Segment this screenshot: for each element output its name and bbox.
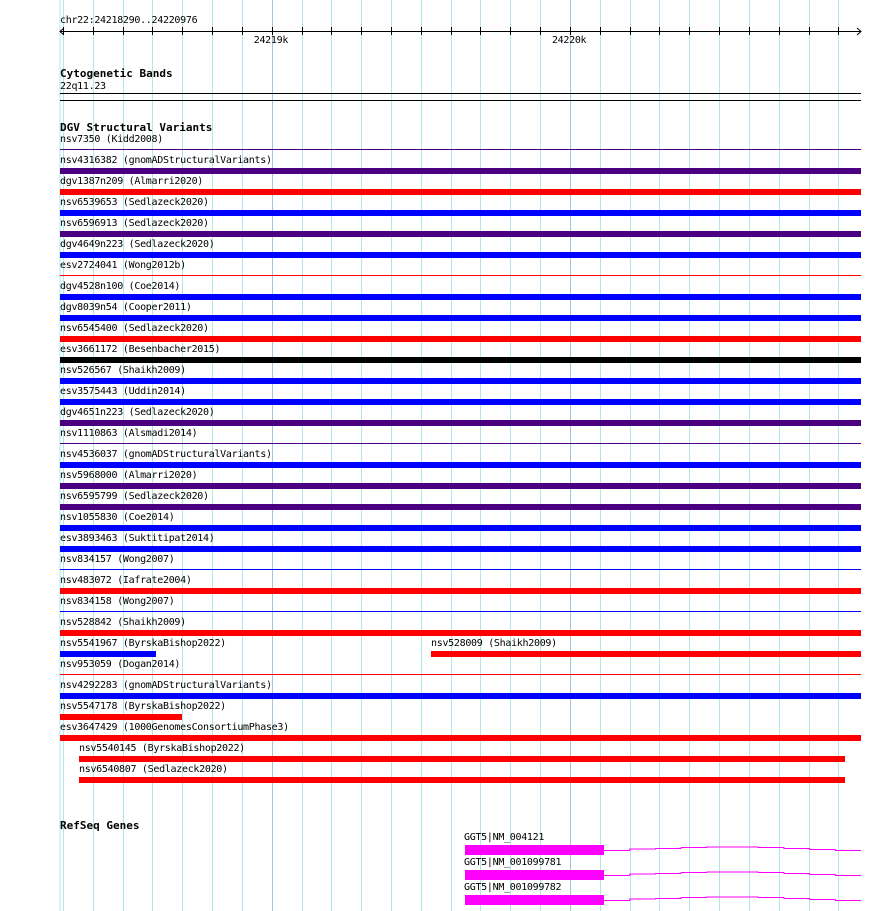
structural-variant-label[interactable]: esv3661172 (Besenbacher2015) <box>60 344 221 355</box>
structural-variant-bar[interactable] <box>60 294 861 300</box>
location-label: chr22:24218290..24220976 <box>60 15 198 26</box>
structural-variant-bar[interactable] <box>60 588 861 594</box>
structural-variant-bar[interactable] <box>60 336 861 342</box>
structural-variant-bar[interactable] <box>60 651 156 657</box>
structural-variant-bar[interactable] <box>60 189 861 195</box>
gene-intron-line[interactable] <box>604 847 861 851</box>
structural-variant-bar[interactable] <box>79 756 845 762</box>
structural-variant-label[interactable]: nsv7350 (Kidd2008) <box>60 134 163 145</box>
ruler-major-label: 24219k <box>253 35 289 46</box>
gene-exon[interactable] <box>465 870 604 880</box>
structural-variant-bar[interactable] <box>60 504 861 510</box>
structural-variant-bar[interactable] <box>60 611 861 612</box>
dgv-track-title[interactable]: DGV Structural Variants <box>60 121 213 134</box>
structural-variant-label[interactable]: nsv6540807 (Sedlazeck2020) <box>79 764 228 775</box>
gene-label[interactable]: GGT5|NM_001099781 <box>464 857 562 868</box>
structural-variant-bar[interactable] <box>60 462 861 468</box>
structural-variant-bar[interactable] <box>60 252 861 258</box>
structural-variant-label[interactable]: dgv4651n223 (Sedlazeck2020) <box>60 407 215 418</box>
structural-variant-bar[interactable] <box>60 357 861 363</box>
structural-variant-label[interactable]: nsv5541967 (ByrskaBishop2022) <box>60 638 226 649</box>
structural-variant-bar[interactable] <box>60 399 861 405</box>
structural-variant-label[interactable]: nsv834157 (Wong2007) <box>60 554 175 565</box>
cytogenetic-bands-track-title[interactable]: Cytogenetic Bands <box>60 67 173 80</box>
structural-variant-bar[interactable] <box>60 693 861 699</box>
structural-variant-label[interactable]: nsv526567 (Shaikh2009) <box>60 365 186 376</box>
structural-variant-bar[interactable] <box>60 525 861 531</box>
structural-variant-bar[interactable] <box>60 315 861 321</box>
gene-exon[interactable] <box>465 895 604 905</box>
structural-variant-label[interactable]: nsv6595799 (Sedlazeck2020) <box>60 491 209 502</box>
refseq-track-title[interactable]: RefSeq Genes <box>60 819 140 832</box>
structural-variant-label[interactable]: nsv528842 (Shaikh2009) <box>60 617 186 628</box>
gene-label[interactable]: GGT5|NM_004121 <box>464 832 545 843</box>
structural-variant-bar[interactable] <box>60 630 861 636</box>
structural-variant-label[interactable]: nsv953059 (Dogan2014) <box>60 659 181 670</box>
structural-variant-label[interactable]: nsv5968000 (Almarri2020) <box>60 470 198 481</box>
cytoband-label: 22q11.23 <box>60 81 106 92</box>
structural-variant-label[interactable]: esv3647429 (1000GenomesConsortiumPhase3) <box>60 722 289 733</box>
structural-variant-label[interactable]: nsv6596913 (Sedlazeck2020) <box>60 218 209 229</box>
gene-label[interactable]: GGT5|NM_001099782 <box>464 882 562 893</box>
structural-variant-label[interactable]: nsv483072 (Iafrate2004) <box>60 575 192 586</box>
gene-intron-line[interactable] <box>604 872 861 876</box>
structural-variant-label[interactable]: nsv528009 (Shaikh2009) <box>431 638 557 649</box>
structural-variant-label[interactable]: nsv1055830 (Coe2014) <box>60 512 175 523</box>
structural-variant-bar[interactable] <box>60 420 861 426</box>
ruler-major-label: 24220k <box>551 35 587 46</box>
structural-variant-bar[interactable] <box>60 378 861 384</box>
structural-variant-bar[interactable] <box>60 443 861 444</box>
structural-variant-bar[interactable] <box>60 735 861 741</box>
structural-variant-label[interactable]: esv2724041 (Wong2012b) <box>60 260 186 271</box>
structural-variant-bar[interactable] <box>60 149 861 150</box>
structural-variant-bar[interactable] <box>60 546 861 552</box>
structural-variant-label[interactable]: esv3575443 (Uddin2014) <box>60 386 186 397</box>
structural-variant-bar[interactable] <box>60 231 861 237</box>
structural-variant-bar[interactable] <box>431 651 861 657</box>
structural-variant-bar[interactable] <box>60 210 861 216</box>
structural-variant-label[interactable]: nsv5547178 (ByrskaBishop2022) <box>60 701 226 712</box>
structural-variant-bar[interactable] <box>60 714 182 720</box>
structural-variant-label[interactable]: nsv4316382 (gnomADStructuralVariants) <box>60 155 272 166</box>
structural-variant-bar[interactable] <box>79 777 845 783</box>
structural-variant-bar[interactable] <box>60 569 861 570</box>
structural-variant-label[interactable]: dgv1387n209 (Almarri2020) <box>60 176 204 187</box>
structural-variant-label[interactable]: nsv1110863 (Alsmadi2014) <box>60 428 198 439</box>
structural-variant-bar[interactable] <box>60 275 861 276</box>
gene-exon[interactable] <box>465 845 604 855</box>
structural-variant-label[interactable]: esv3893463 (Suktitipat2014) <box>60 533 215 544</box>
structural-variant-label[interactable]: nsv4292283 (gnomADStructuralVariants) <box>60 680 272 691</box>
structural-variant-label[interactable]: nsv834158 (Wong2007) <box>60 596 175 607</box>
structural-variant-label[interactable]: dgv4649n223 (Sedlazeck2020) <box>60 239 215 250</box>
structural-variant-bar[interactable] <box>60 483 861 489</box>
structural-variant-label[interactable]: dgv4528n100 (Coe2014) <box>60 281 181 292</box>
gene-intron-line[interactable] <box>604 897 861 901</box>
structural-variant-label[interactable]: nsv6545400 (Sedlazeck2020) <box>60 323 209 334</box>
structural-variant-bar[interactable] <box>60 168 861 174</box>
structural-variant-label[interactable]: nsv5540145 (ByrskaBishop2022) <box>79 743 245 754</box>
structural-variant-label[interactable]: dgv8039n54 (Cooper2011) <box>60 302 192 313</box>
structural-variant-bar[interactable] <box>60 674 861 675</box>
structural-variant-label[interactable]: nsv6539653 (Sedlazeck2020) <box>60 197 209 208</box>
structural-variant-label[interactable]: nsv4536037 (gnomADStructuralVariants) <box>60 449 272 460</box>
